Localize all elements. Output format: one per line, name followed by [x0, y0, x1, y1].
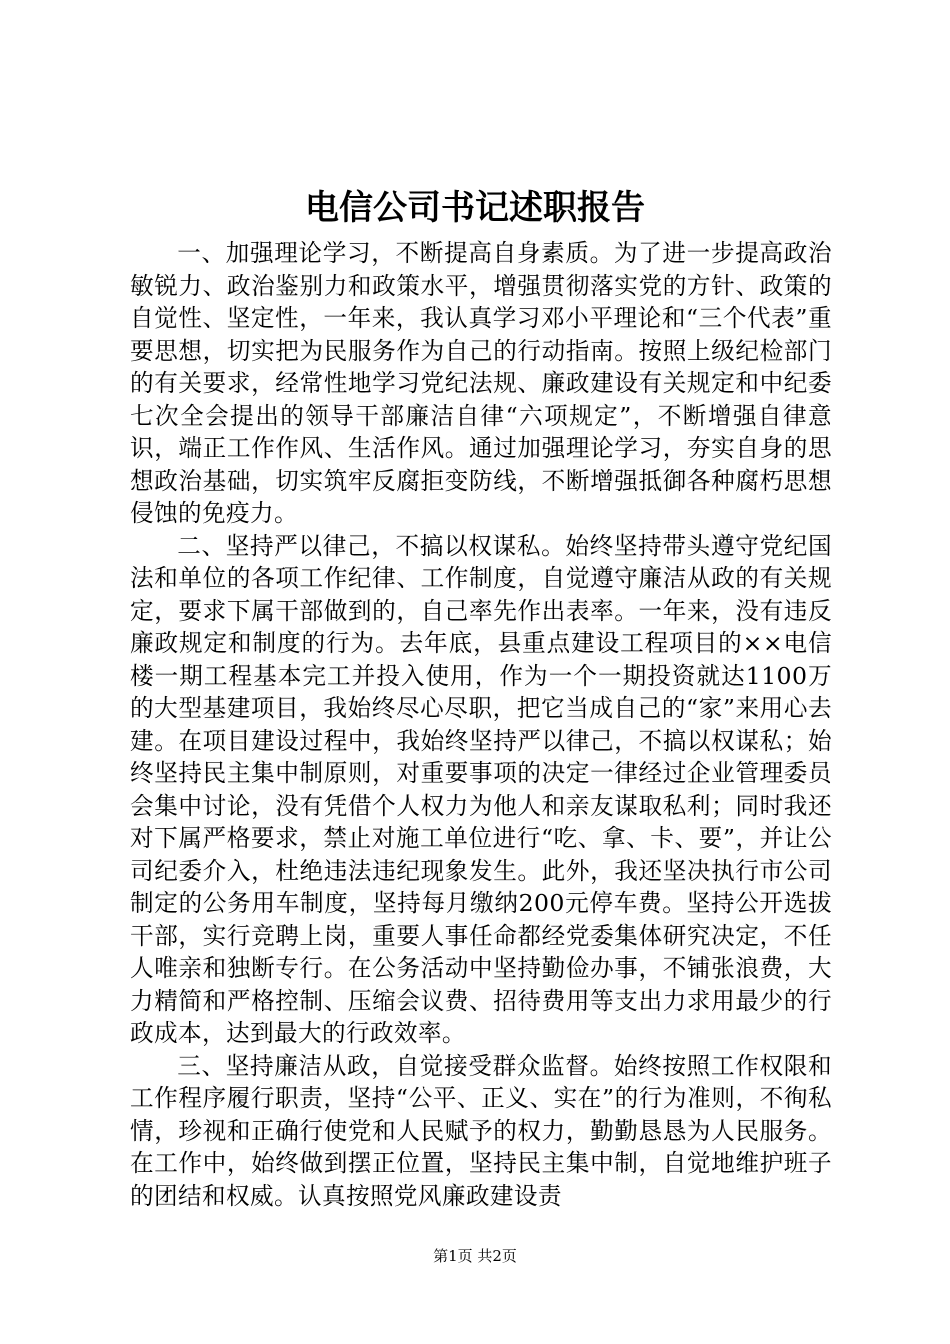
page-footer: 第1页 共2页 [433, 1247, 517, 1265]
document-title: 电信公司书记述职报告 [305, 188, 645, 228]
paragraph-1: 一、加强理论学习，不断提高自身素质。为了进一步提高政治敏锐力、政治鉴别力和政策水平，增强贯彻落实党的方针、政策的自觉性、坚定性，一年来，我认真学习邓小平理论和“三个代表”重要思想，切实把为民服务作为自己的行动指南。按照上级纪检部门的有关要求，经常性地学习党纪法规、廉政建设有关规定和中纪委七次全会提出的领导干部廉洁自律“六项规定”，不断增强自律意识，端正工作作风、生活作风。通过加强理论学习，夯实自身的思想政治基础，切实筑牢反腐拒变防线，不断增强抵御各种腐朽思想侵蚀的免疫力。 [130, 239, 832, 527]
paragraph-2: 二、坚持严以律己，不搞以权谋私。始终坚持带头遵守党纪国法和单位的各项工作纪律、工作制度，自觉遵守廉洁从政的有关规定，要求下属干部做到的，自己率先作出表率。一年来，没有违反廉政规定和制度的行为。去年底，县重点建设工程项目的××电信楼一期工程基本完工并投入使用，作为一个一期投资就达1100万的大型基建项目，我始终尽心尽职，把它当成自己的“家”来用心去建。在项目建设过程中，我始终坚持严以律己，不搞以权谋私；始终坚持民主集中制原则，对重要事项的决定一律经过企业管理委员会集中讨论，没有凭借个人权力为他人和亲友谋取私利；同时我还对下属严格要求，禁止对施工单位进行“吃、拿、卡、要”，并让公司纪委介入，杜绝违法违纪现象发生。此外，我还坚决执行市公司制定的公务用车制度，坚持每月缴纳200元停车费。坚持公开选拔干部，实行竞聘上岗，重要人事任命都经党委集体研究决定，不任人唯亲和独断专行。在公务活动中坚持勤俭办事，不铺张浪费，大力精简和严格控制、压缩会议费、招待费用等支出力求用最少的行政成本，达到最大的行政效率。 [130, 531, 832, 1047]
paragraph-3: 三、坚持廉洁从政，自觉接受群众监督。始终按照工作权限和工作程序履行职责，坚持“公平、正义、实在”的行为准则，不徇私情，珍视和正确行使党和人民赋予的权力，勤勤恳恳为人民服务。在工作中，始终做到摆正位置，坚持民主集中制，自觉地维护班子的团结和权威。认真按照党风廉政建设责 [130, 1051, 832, 1210]
document-body [130, 237, 832, 1212]
